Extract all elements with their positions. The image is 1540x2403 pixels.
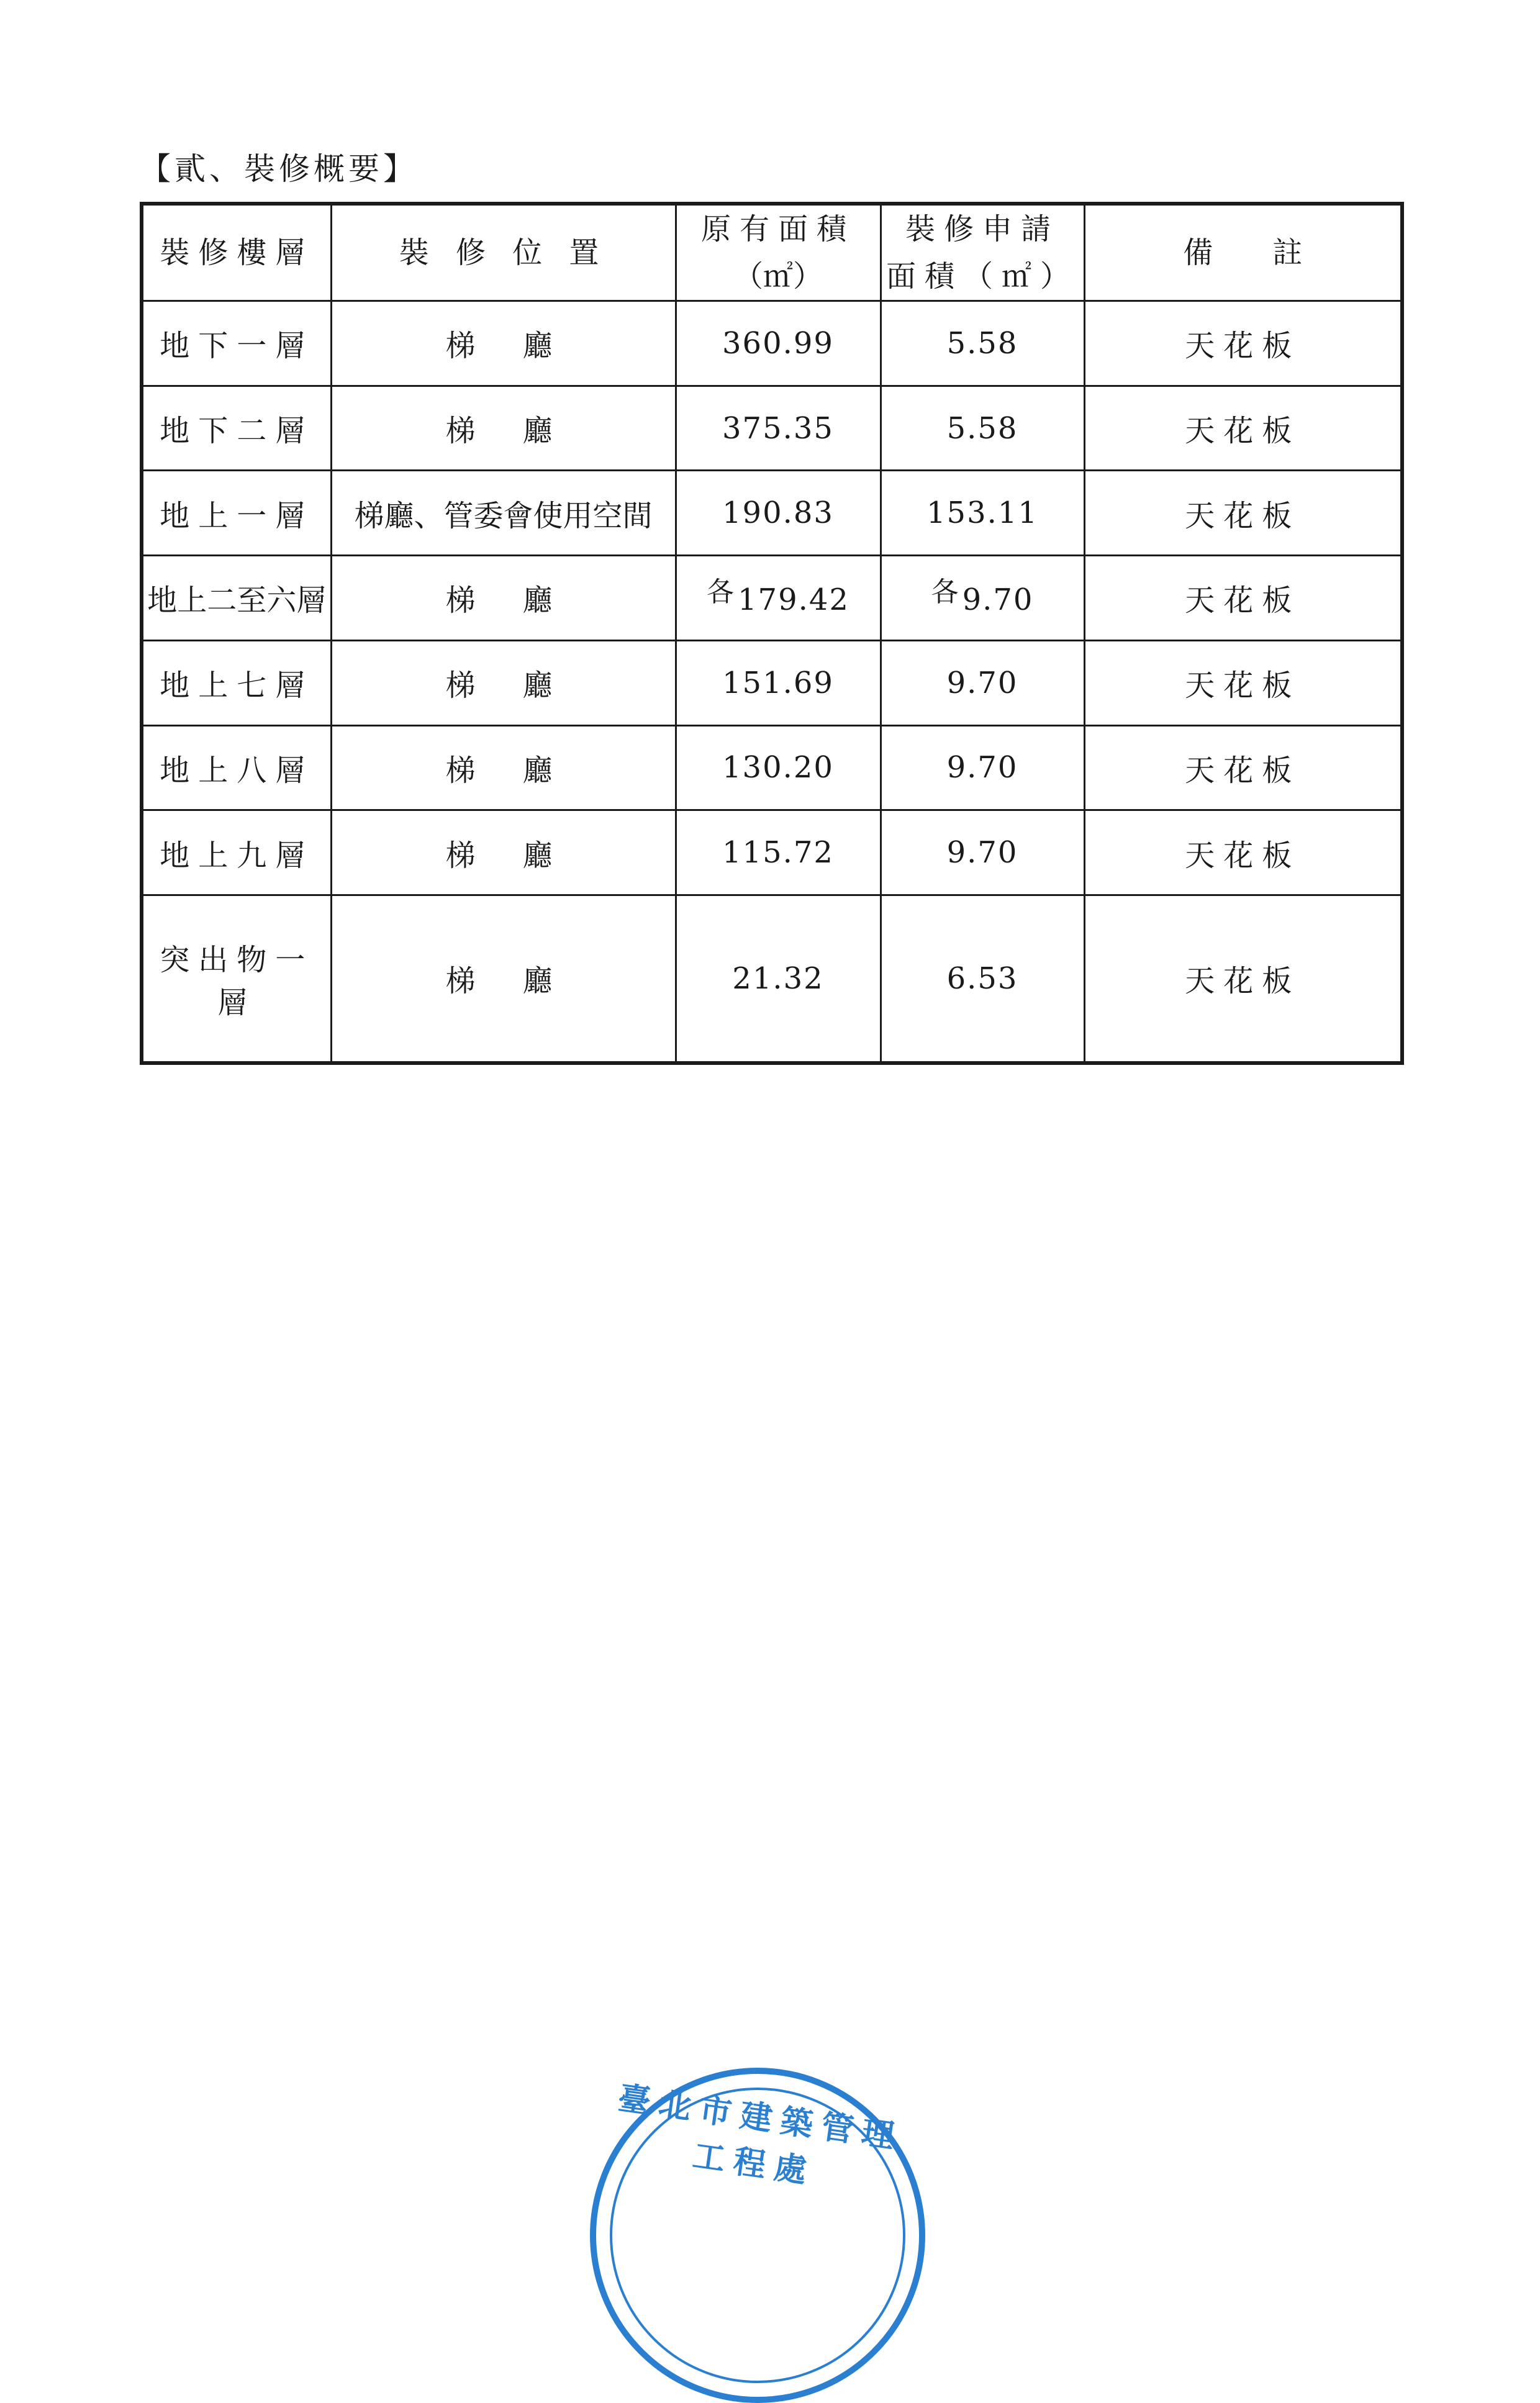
table-row (142, 386, 1402, 471)
table-row (142, 640, 1402, 725)
cell-floor: 地上八層 (142, 725, 331, 810)
official-seal-stamp (590, 2068, 925, 2403)
table-header-row (142, 204, 1402, 301)
cell-remark: 天花板 (1084, 895, 1402, 1063)
table-row (142, 895, 1402, 1063)
header-remarks: 備 註 (1084, 204, 1402, 301)
cell-original-area: 190.83 (676, 471, 881, 556)
header-floor: 裝修樓層 (142, 204, 331, 301)
cell-original-area: 115.72 (676, 810, 881, 895)
table-row (142, 301, 1402, 386)
cell-original-area: 375.35 (676, 386, 881, 471)
cell-floor: 地上七層 (142, 640, 331, 725)
cell-applied-area: 5.58 (881, 386, 1084, 471)
table-row (142, 556, 1402, 641)
each-prefix: 各 (707, 576, 736, 608)
cell-location: 梯 廳 (331, 810, 676, 895)
header-original-area-line1: 原有面積 (700, 212, 855, 247)
original-area-value: 179.42 (738, 582, 849, 617)
cell-remark: 天花板 (1084, 556, 1402, 641)
applied-area-value: 9.70 (962, 582, 1034, 617)
header-applied-area-line1: 裝修申請 (905, 212, 1059, 247)
header-original-area-line2: （㎡） (733, 259, 823, 294)
cell-location: 梯 廳 (331, 301, 676, 386)
header-location: 裝 修 位 置 (331, 204, 676, 301)
cell-applied-area: 9.70 (881, 810, 1084, 895)
table-row (142, 725, 1402, 810)
cell-original-area: 130.20 (676, 725, 881, 810)
cell-applied-area (881, 556, 1084, 641)
cell-remark: 天花板 (1084, 640, 1402, 725)
cell-applied-area: 9.70 (881, 640, 1084, 725)
cell-location: 梯 廳 (331, 640, 676, 725)
table-row (142, 471, 1402, 556)
cell-location: 梯 廳 (331, 895, 676, 1063)
cell-remark: 天花板 (1084, 471, 1402, 556)
cell-applied-area: 153.11 (881, 471, 1084, 556)
cell-remark: 天花板 (1084, 810, 1402, 895)
cell-location: 梯 廳 (331, 725, 676, 810)
cell-floor: 地下二層 (142, 386, 331, 471)
stamp-text: 臺北市建築管理工程處 (615, 2079, 905, 2192)
cell-location: 梯 廳 (331, 556, 676, 641)
header-applied-area (881, 204, 1084, 301)
cell-applied-area: 9.70 (881, 725, 1084, 810)
renovation-summary-table (140, 202, 1404, 1065)
cell-original-area (676, 556, 881, 641)
cell-floor: 地上一層 (142, 471, 331, 556)
cell-applied-area: 5.58 (881, 301, 1084, 386)
cell-remark: 天花板 (1084, 301, 1402, 386)
cell-original-area: 151.69 (676, 640, 881, 725)
table-row (142, 810, 1402, 895)
cell-location: 梯廳、管委會使用空間 (331, 471, 676, 556)
cell-floor: 地上九層 (142, 810, 331, 895)
cell-floor: 突出物一層 (142, 895, 331, 1063)
cell-remark: 天花板 (1084, 386, 1402, 471)
cell-original-area: 21.32 (676, 895, 881, 1063)
header-original-area (676, 204, 881, 301)
section-heading: 【貳、裝修概要】 (140, 151, 418, 187)
cell-remark: 天花板 (1084, 725, 1402, 810)
cell-location: 梯 廳 (331, 386, 676, 471)
cell-original-area: 360.99 (676, 301, 881, 386)
cell-floor: 地上二至六層 (142, 556, 331, 641)
cell-applied-area: 6.53 (881, 895, 1084, 1063)
each-prefix: 各 (931, 576, 960, 608)
header-applied-area-line2: 面積（㎡） (886, 259, 1079, 294)
cell-floor: 地下一層 (142, 301, 331, 386)
